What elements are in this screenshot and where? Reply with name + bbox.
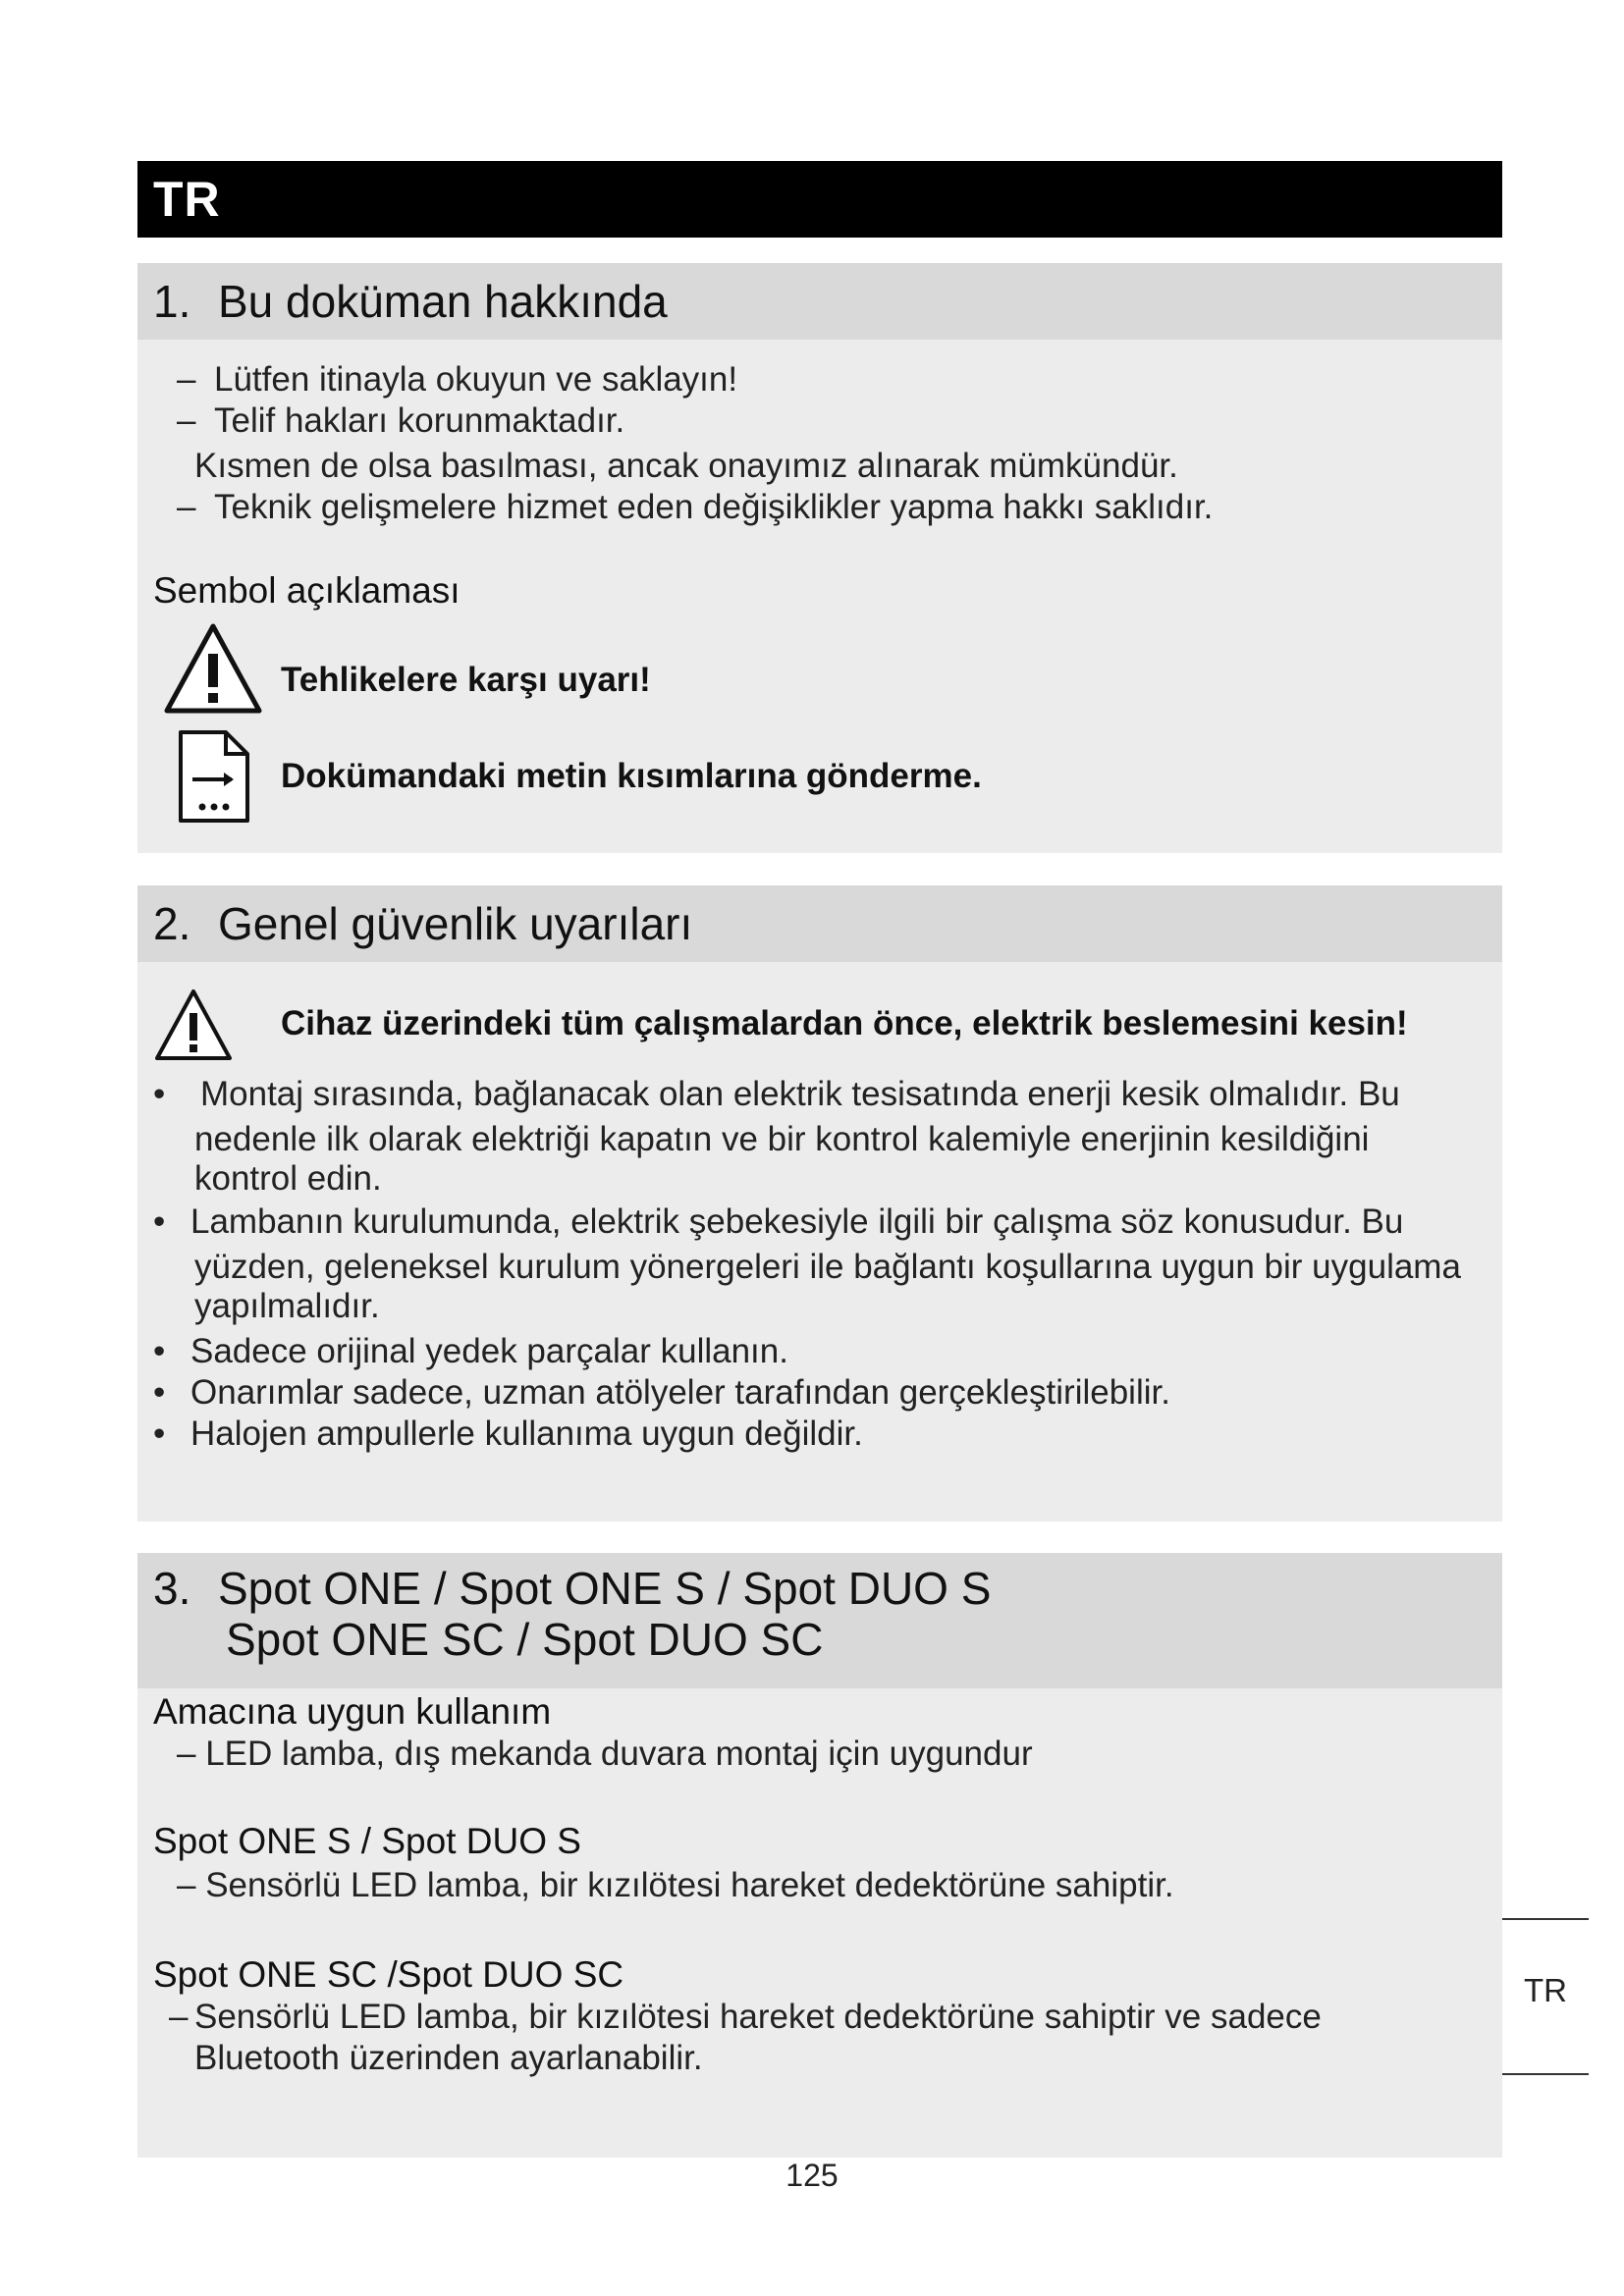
- side-tab-top-rule: [1502, 1918, 1589, 1920]
- language-header-bar: [137, 161, 1502, 238]
- section-1-number: 1.: [153, 276, 191, 327]
- language-code: TR: [153, 172, 221, 227]
- list-item: •: [153, 1202, 166, 1241]
- list-item-line: yapılmalıdır.: [194, 1287, 380, 1325]
- spot-one-sc-text-line-2: Bluetooth üzerinden ayarlanabilir.: [194, 2039, 703, 2077]
- intended-use-text: – LED lamba, dış mekanda duvara montaj için uygundur: [177, 1735, 1033, 1773]
- section-1-title: Bu doküman hakkında: [218, 276, 668, 327]
- section-product-info: [137, 1553, 1502, 2158]
- list-item: •: [153, 1332, 166, 1370]
- section-3-title-line-2: Spot ONE SC / Spot DUO SC: [226, 1614, 824, 1665]
- warning-triangle-icon: [163, 622, 263, 715]
- spot-one-sc-dash: –: [169, 1998, 189, 2036]
- list-item-line: Montaj sırasında, bağlanacak olan elektrik tesisatında enerji kesik olmalıdır. Bu: [200, 1075, 1400, 1113]
- section-3-number: 3.: [153, 1563, 191, 1614]
- list-item: – Telif hakları korunmaktadır.: [177, 401, 625, 440]
- symbol-legend-heading: Sembol açıklaması: [153, 570, 460, 611]
- side-language-tab: [1502, 1971, 1589, 2010]
- list-item: •: [153, 1415, 166, 1453]
- warning-triangle-icon: [153, 988, 234, 1062]
- list-item-line: Halojen ampullerle kullanıma uygun değildir.: [190, 1415, 863, 1453]
- page-number: 125: [785, 2158, 839, 2193]
- spot-one-s-text: – Sensörlü LED lamba, bir kızılötesi hareket dedektörüne sahiptir.: [177, 1866, 1174, 1904]
- list-item-line: Onarımlar sadece, uzman atölyeler tarafından gerçekleştirilebilir.: [190, 1373, 1170, 1412]
- section-about-document: [137, 263, 1502, 853]
- symbol-reference-text: Dokümandaki metin kısımlarına gönderme.: [281, 757, 982, 795]
- section-2-title: Genel güvenlik uyarıları: [218, 898, 693, 949]
- list-item: •: [153, 1373, 166, 1412]
- list-item-line: yüzden, geleneksel kurulum yönergeleri ile bağlantı koşullarına uygun bir uygulama: [194, 1248, 1461, 1286]
- list-item-line: Lambanın kurulumunda, elektrik şebekesiyle ilgili bir çalışma söz konusudur. Bu: [190, 1202, 1404, 1241]
- spot-one-s-heading: Spot ONE S / Spot DUO S: [153, 1821, 581, 1861]
- spot-one-sc-heading: Spot ONE SC /Spot DUO SC: [153, 1954, 624, 1995]
- section-3-header: [137, 1553, 1502, 1688]
- document-reference-icon: [177, 728, 251, 825]
- section-3-title-line-1: Spot ONE / Spot ONE S / Spot DUO S: [218, 1563, 992, 1614]
- section-2-number: 2.: [153, 898, 191, 949]
- section-1-header: [137, 263, 1502, 340]
- list-item-continuation: Kısmen de olsa basılması, ancak onayımız alınarak mümkündür.: [194, 447, 1178, 485]
- safety-warning-text: Cihaz üzerindeki tüm çalışmalardan önce, elektrik beslemesini kesin!: [281, 1004, 1408, 1042]
- symbol-warning-text: Tehlikelere karşı uyarı!: [281, 661, 651, 699]
- list-item-line: Sadece orijinal yedek parçalar kullanın.: [190, 1332, 788, 1370]
- section-2-header: [137, 885, 1502, 962]
- spot-one-sc-text-line-1: Sensörlü LED lamba, bir kızılötesi hareket dedektörüne sahiptir ve sadece: [194, 1998, 1322, 2036]
- intended-use-heading: Amacına uygun kullanım: [153, 1691, 552, 1732]
- list-item-line: nedenle ilk olarak elektriği kapatın ve bir kontrol kalemiyle enerjinin kesildiğini: [194, 1120, 1370, 1158]
- list-item: •: [153, 1075, 166, 1113]
- section-general-safety: [137, 885, 1502, 1522]
- list-item: – Teknik gelişmelere hizmet eden değişiklikler yapma hakkı saklıdır.: [177, 488, 1214, 526]
- side-tab-bottom-rule: [1502, 2073, 1589, 2075]
- side-language-code: TR: [1524, 1972, 1567, 2008]
- list-item-line: kontrol edin.: [194, 1159, 382, 1198]
- list-item: – Lütfen itinayla okuyun ve saklayın!: [177, 360, 738, 399]
